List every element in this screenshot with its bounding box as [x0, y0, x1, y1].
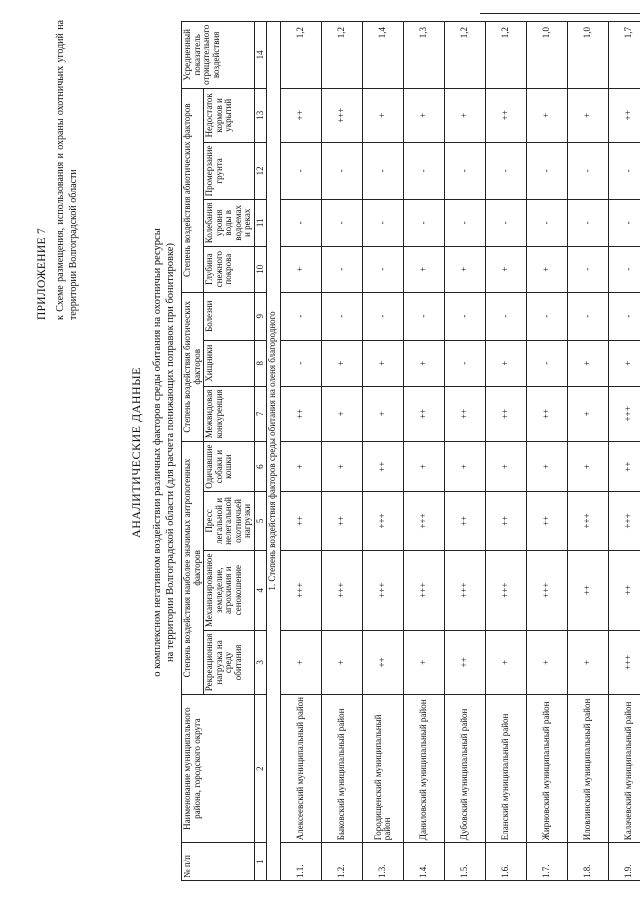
factor-value: ++ — [363, 630, 404, 694]
header-col: Хищники — [204, 340, 255, 386]
table-row — [281, 22, 322, 881]
factor-value: - — [445, 199, 486, 246]
analytic-data-table — [181, 21, 640, 881]
factor-value: + — [568, 88, 609, 142]
row-number: 1.3. — [363, 843, 404, 881]
factor-value: ++ — [486, 492, 527, 550]
factor-value: ++ — [445, 386, 486, 441]
factor-value: - — [363, 142, 404, 199]
factor-value: - — [363, 199, 404, 246]
factor-value: + — [445, 246, 486, 292]
index-cell: 14 — [254, 22, 267, 89]
header-col: Пресс легальной и нелегальной охотничьей нагрузки — [204, 492, 255, 550]
factor-value: - — [609, 246, 640, 292]
factor-value: + — [363, 340, 404, 386]
factor-value: +++ — [322, 88, 363, 142]
table-row — [609, 22, 640, 881]
district-name: Еланский муниципальный район — [486, 694, 527, 842]
header-average: Усредненный показатель отрицательного воздействия — [182, 22, 255, 89]
document-subheading-line2: на территории Волгоградской области (для расчета понижающих поправок при бонитировке) — [165, 243, 176, 662]
factor-value: - — [322, 199, 363, 246]
index-cell: 5 — [254, 492, 267, 550]
factor-value: + — [281, 246, 322, 292]
factor-value: +++ — [322, 550, 363, 630]
district-name: Жирновский муниципальный район — [527, 694, 568, 842]
factor-value: + — [363, 386, 404, 441]
factor-value: ++ — [609, 550, 640, 630]
factor-value: - — [445, 340, 486, 386]
average-value: 1,2 — [486, 22, 527, 89]
factor-value: +++ — [281, 550, 322, 630]
district-name: Иловлинский муниципальный район — [568, 694, 609, 842]
index-cell: 6 — [254, 441, 267, 491]
district-name: Даниловский муниципальный район — [404, 694, 445, 842]
header-col: Межвидовая конкуренция — [204, 386, 255, 441]
factor-value: + — [486, 630, 527, 694]
table-row — [527, 22, 568, 881]
index-cell: 4 — [254, 550, 267, 630]
factor-value: +++ — [527, 550, 568, 630]
average-value: 1,2 — [445, 22, 486, 89]
factor-value: - — [281, 142, 322, 199]
factor-value: ++ — [281, 88, 322, 142]
index-cell: 10 — [254, 246, 267, 292]
factor-value: ++ — [281, 492, 322, 550]
factor-value: - — [527, 292, 568, 340]
factor-value: + — [568, 630, 609, 694]
factor-value: - — [527, 142, 568, 199]
appendix-subtitle: к Схеме размещения, использования и охраны охотничьих угодий на территории Волгоградской области — [55, 20, 79, 320]
factor-value: + — [527, 88, 568, 142]
header-num: № п/п — [182, 843, 255, 881]
factor-value: - — [281, 340, 322, 386]
factor-value: + — [568, 441, 609, 491]
factor-value: +++ — [363, 550, 404, 630]
factor-value: - — [486, 199, 527, 246]
district-name: Алексеевский муниципальный район — [281, 694, 322, 842]
factor-value: +++ — [609, 386, 640, 441]
table-row — [445, 22, 486, 881]
factor-value: - — [486, 292, 527, 340]
table-row — [486, 22, 527, 881]
section-title-row — [267, 22, 281, 881]
factor-value: + — [404, 340, 445, 386]
index-cell: 7 — [254, 386, 267, 441]
header-col: Рекреационная нагрузка на среду обитания — [204, 630, 255, 694]
factor-value: ++ — [486, 88, 527, 142]
row-number: 1.1. — [281, 843, 322, 881]
header-col: Глубина снежного покрова — [204, 246, 255, 292]
factor-value: ++ — [281, 386, 322, 441]
factor-value: - — [404, 199, 445, 246]
factor-value: - — [281, 292, 322, 340]
average-value: 1,2 — [281, 22, 322, 89]
index-cell: 3 — [254, 630, 267, 694]
table-row — [404, 22, 445, 881]
district-name: Калачевский муниципальный район — [609, 694, 640, 842]
header-group-abiotic: Степень воздействия абиотических факторов — [182, 88, 204, 292]
factor-value: ++ — [609, 88, 640, 142]
row-number: 1.6. — [486, 843, 527, 881]
average-value: 1,4 — [363, 22, 404, 89]
row-number: 1.4. — [404, 843, 445, 881]
factor-value: ++ — [568, 550, 609, 630]
factor-value: + — [486, 441, 527, 491]
row-number: 1.2. — [322, 843, 363, 881]
factor-value: + — [527, 441, 568, 491]
factor-value: ++ — [486, 386, 527, 441]
factor-value: +++ — [609, 630, 640, 694]
factor-value: ++ — [527, 386, 568, 441]
factor-value: ++ — [527, 492, 568, 550]
table-row — [363, 22, 404, 881]
table-body — [182, 22, 640, 881]
factor-value: + — [281, 630, 322, 694]
row-number: 1.7. — [527, 843, 568, 881]
factor-value: + — [486, 246, 527, 292]
factor-value: - — [322, 142, 363, 199]
factor-value: - — [322, 292, 363, 340]
factor-value: ++ — [404, 386, 445, 441]
factor-value: + — [568, 386, 609, 441]
header-col: Болезни — [204, 292, 255, 340]
factor-value: - — [568, 199, 609, 246]
factor-value: - — [445, 292, 486, 340]
index-cell: 1 — [254, 843, 267, 881]
header-col: Одичавшие собаки и кошки — [204, 441, 255, 491]
average-value: 1,7 — [609, 22, 640, 89]
factor-value: +++ — [568, 492, 609, 550]
appendix-title: ПРИЛОЖЕНИЕ 7 — [36, 227, 48, 320]
factor-value: ++ — [322, 492, 363, 550]
table-row — [568, 22, 609, 881]
index-cell: 2 — [254, 694, 267, 842]
factor-value: ++ — [609, 441, 640, 491]
header-group-anthropogenic: Степень воздействия наиболее значимых антропогенных факторов — [182, 441, 204, 694]
factor-value: - — [404, 142, 445, 199]
header-col: Промерзание грунта — [204, 142, 255, 199]
district-name: Быковский муниципальный район — [322, 694, 363, 842]
header-group-biotic: Степень воздействия биотических факторов — [182, 292, 204, 441]
factor-value: - — [281, 199, 322, 246]
factor-value: ++ — [363, 441, 404, 491]
average-value: 1,0 — [568, 22, 609, 89]
factor-value: ++ — [445, 492, 486, 550]
factor-value: - — [445, 142, 486, 199]
factor-value: ++ — [445, 630, 486, 694]
row-number: 1.9. — [609, 843, 640, 881]
index-cell: 8 — [254, 340, 267, 386]
index-cell: 13 — [254, 88, 267, 142]
factor-value: + — [322, 630, 363, 694]
factor-value: +++ — [404, 550, 445, 630]
header-index-row — [254, 22, 267, 881]
factor-value: + — [281, 441, 322, 491]
factor-value: +++ — [363, 492, 404, 550]
header-col: Колебания уровня воды в водоемах и реках — [204, 199, 255, 246]
factor-value: - — [568, 246, 609, 292]
header-col: Механизированное земледелие, агрохимия и сенокошение — [204, 550, 255, 630]
factor-value: - — [609, 142, 640, 199]
factor-value: +++ — [445, 550, 486, 630]
index-cell: 9 — [254, 292, 267, 340]
row-number: 1.8. — [568, 843, 609, 881]
table-row — [322, 22, 363, 881]
header-row-groups — [182, 22, 204, 881]
factor-value: + — [445, 441, 486, 491]
factor-value: - — [486, 142, 527, 199]
factor-value: + — [609, 340, 640, 386]
factor-value: - — [568, 142, 609, 199]
average-value: 1,2 — [322, 22, 363, 89]
document-subheading-line1: о комплексном негативном воздействии различных факторов среды обитания на охотничьи ресурсы — [152, 228, 163, 677]
factor-value: +++ — [486, 550, 527, 630]
factor-value: - — [322, 246, 363, 292]
factor-value: + — [322, 340, 363, 386]
section-title: 1. Степень воздействия факторов среды обитания на оленя благородного — [267, 22, 281, 881]
factor-value: - — [404, 292, 445, 340]
factor-value: - — [363, 246, 404, 292]
average-value: 1,3 — [404, 22, 445, 89]
factor-value: - — [527, 340, 568, 386]
factor-value: + — [363, 88, 404, 142]
factor-value: +++ — [609, 492, 640, 550]
district-name: Дубовский муниципальный район — [445, 694, 486, 842]
factor-value: + — [486, 340, 527, 386]
average-value: 1,0 — [527, 22, 568, 89]
index-cell: 12 — [254, 142, 267, 199]
factor-value: + — [322, 386, 363, 441]
district-name: Городищенский муниципальный район — [363, 694, 404, 842]
factor-value: + — [404, 88, 445, 142]
header-col: Недостаток кормов и укрытий — [204, 88, 255, 142]
factor-value: + — [568, 340, 609, 386]
factor-value: + — [404, 246, 445, 292]
factor-value: + — [527, 246, 568, 292]
header-name: Наименование муниципального района, городского округа — [182, 694, 255, 842]
factor-value: - — [609, 292, 640, 340]
factor-value: + — [445, 88, 486, 142]
row-number: 1.5. — [445, 843, 486, 881]
factor-value: + — [404, 441, 445, 491]
factor-value: - — [527, 199, 568, 246]
factor-value: + — [527, 630, 568, 694]
factor-value: - — [363, 292, 404, 340]
index-cell: 11 — [254, 199, 267, 246]
document-heading: АНАЛИТИЧЕСКИЕ ДАННЫЕ — [129, 367, 143, 538]
factor-value: + — [404, 630, 445, 694]
factor-value: +++ — [404, 492, 445, 550]
factor-value: - — [568, 292, 609, 340]
factor-value: + — [322, 441, 363, 491]
factor-value: - — [609, 199, 640, 246]
